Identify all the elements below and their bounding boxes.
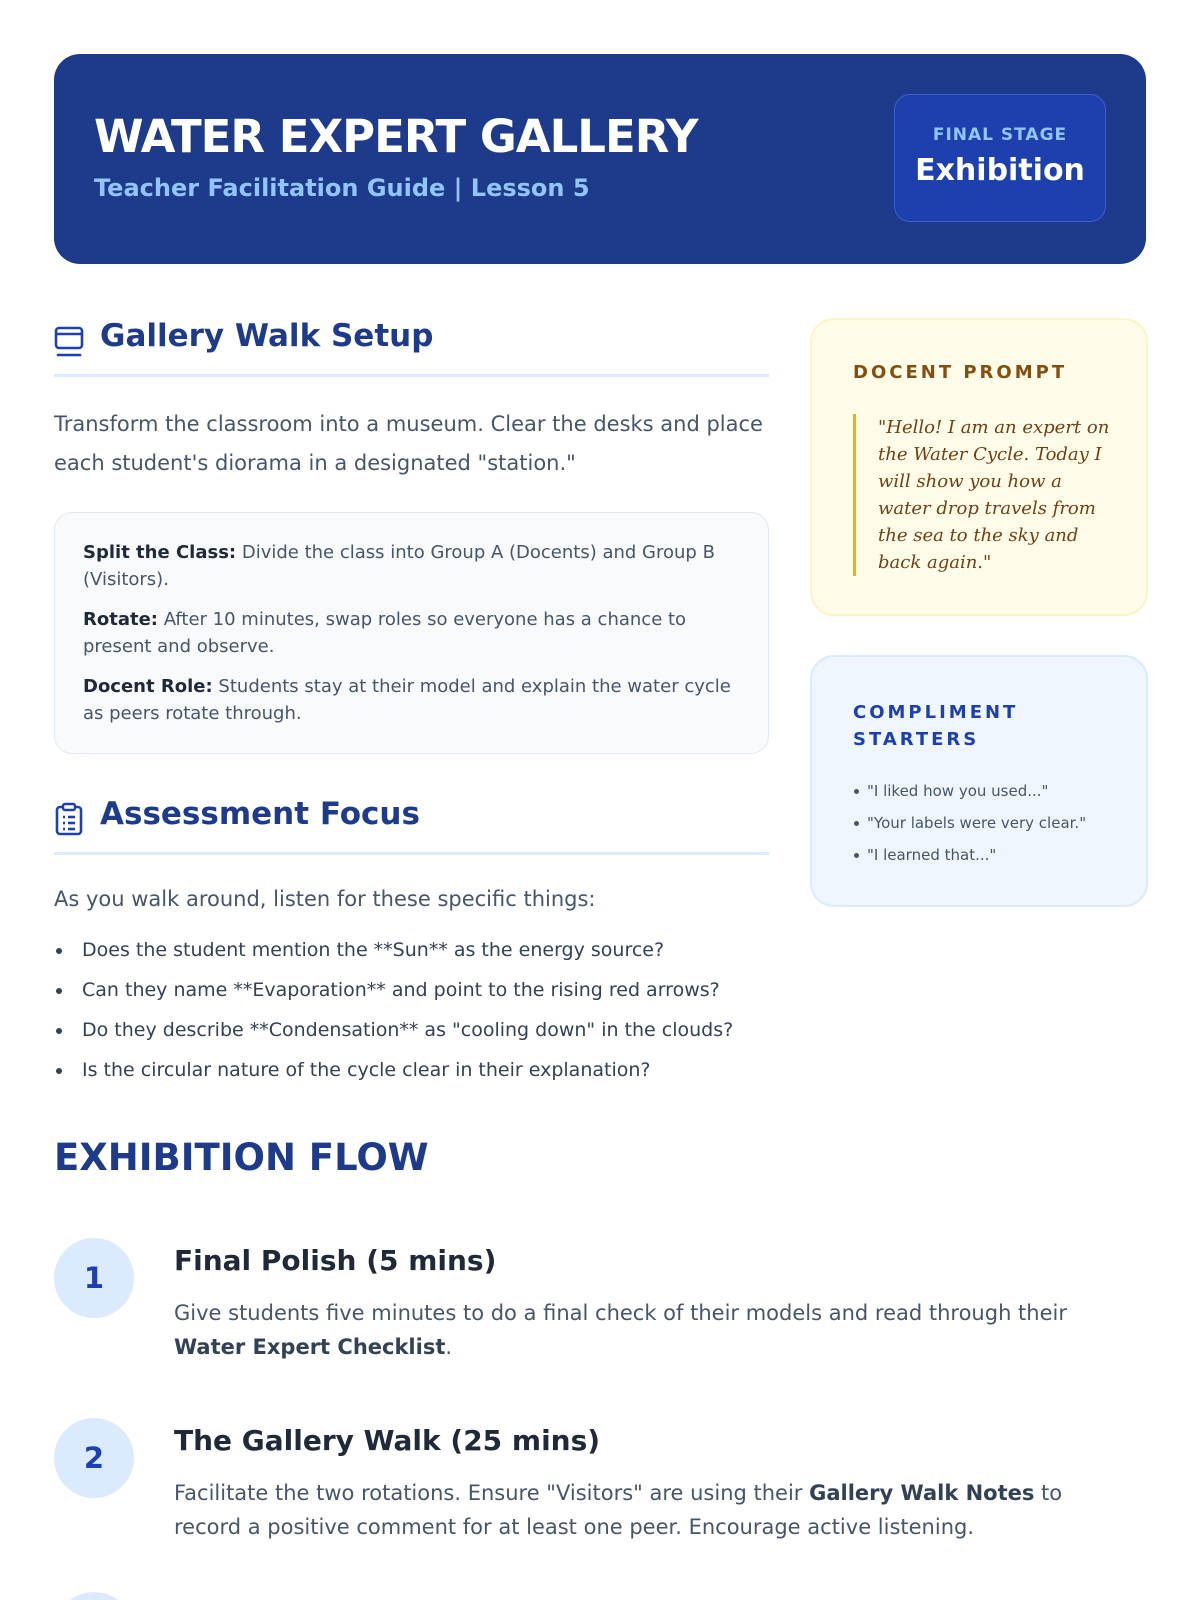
step-title: The Gallery Walk (25 mins) — [174, 1424, 601, 1457]
presentation-icon — [54, 324, 84, 358]
step-number: 1 — [54, 1238, 134, 1318]
step-description: Give students five minutes to do a final check of their models and read through their Water Expert Checklist. — [174, 1301, 1067, 1359]
compliment-starters-card — [810, 655, 1148, 907]
docent-quote: "Hello! I am an expert on the Water Cycle. Today I will show you how a water drop travels from the sea to the sky and back again." — [853, 414, 1113, 576]
docent-prompt-label: DOCENT PROMPT — [853, 362, 1068, 383]
clipboard-icon — [54, 802, 84, 836]
setup-item: Rotate: After 10 minutes, swap roles so everyone has a chance to present and observe. — [83, 609, 687, 657]
page-subtitle: Teacher Facilitation Guide | Lesson 5 — [94, 174, 590, 202]
page-header — [54, 54, 1146, 264]
flow-title: EXHIBITION FLOW — [54, 1136, 429, 1179]
page-title: WATER EXPERT GALLERY — [94, 110, 698, 163]
list-item: Does the student mention the **Sun** as the energy source? — [54, 930, 769, 970]
assessment-intro: As you walk around, listen for these specific things: — [54, 887, 596, 911]
list-item: "I liked how you used..." — [853, 775, 1086, 807]
compliment-list — [853, 775, 1086, 871]
stage-label: FINAL STAGE — [932, 125, 1068, 145]
step-number: 2 — [54, 1418, 134, 1498]
list-item: Do they describe **Condensation** as "cooling down" in the clouds? — [54, 1010, 769, 1050]
section-divider — [54, 374, 769, 377]
docent-prompt-card — [810, 318, 1148, 616]
compliment-starters-label: COMPLIMENT STARTERS — [853, 702, 1019, 750]
setup-item: Split the Class: Divide the class into Group A (Docents) and Group B (Visitors). — [83, 542, 715, 590]
list-item: Is the circular nature of the cycle clear in their explanation? — [54, 1050, 769, 1090]
setup-item: Docent Role: Students stay at their model and explain the water cycle as peers rotate through. — [83, 676, 731, 724]
stage-value: Exhibition — [915, 153, 1085, 188]
list-item: "Your labels were very clear." — [853, 807, 1086, 839]
step-number — [54, 1592, 134, 1600]
step-description: Facilitate the two rotations. Ensure "Visitors" are using their Gallery Walk Notes to record a positive comment for at least one peer. Encourage active listening. — [174, 1481, 1063, 1539]
step-title: Final Polish (5 mins) — [174, 1244, 497, 1277]
setup-heading: Gallery Walk Setup — [100, 318, 434, 354]
setup-steps-box — [54, 512, 769, 754]
list-item: "I learned that..." — [853, 839, 1086, 871]
assessment-list — [54, 930, 769, 1090]
setup-intro: Transform the classroom into a museum. Clear the desks and place each student's diorama in a designated "station." — [54, 412, 763, 475]
list-item: Can they name **Evaporation** and point to the rising red arrows? — [54, 970, 769, 1010]
section-divider — [54, 852, 769, 855]
assessment-heading: Assessment Focus — [100, 796, 420, 832]
stage-badge — [894, 94, 1106, 222]
